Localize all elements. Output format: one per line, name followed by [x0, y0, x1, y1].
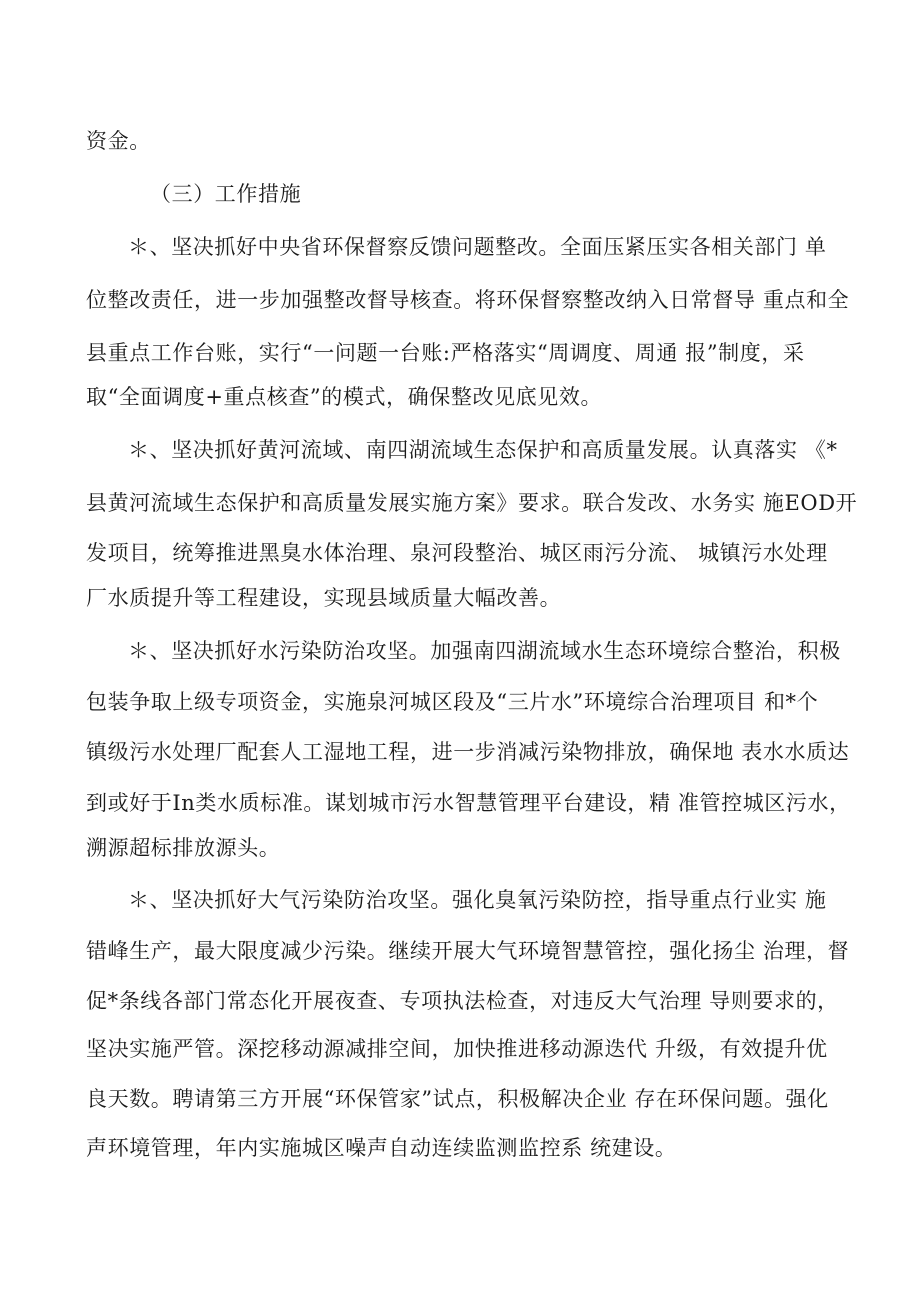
text-line-16: ＊、坚决抓好大气污染防治攻坚。强化臭氧污染防控，指导重点行业实 施 [128, 888, 827, 912]
text-line-10: 厂水质提升等工程建设，实现县域质量大幅改善。 [86, 586, 562, 610]
text-line-21: 声环境管理，年内实施城区噪声自动连续监测监控系 统建设。 [86, 1136, 677, 1160]
text-line-17: 错峰生产，最大限度减少污染。继续开展大气环境智慧管控，强化扬尘 治理，督 [86, 939, 850, 963]
text-line-5: 县重点工作台账，实行“一问题一台账:严格落实“周调度、周通 报”制度，采 [86, 341, 805, 365]
section-heading: （三）工作措施 [150, 182, 302, 206]
text-line-12: 包装争取上级专项资金，实施泉河城区段及“三片水”环境综合治理项目 和*个 [86, 690, 819, 714]
text-line-13: 镇级污水处理厂配套人工湿地工程，进一步消减污染物排放，确保地 表水水质达 [86, 740, 850, 764]
text-line-7: ＊、坚决抓好黄河流域、南四湖流域生态保护和高质量发展。认真落实 《* [128, 438, 838, 462]
text-line-18: 促*条线各部门常态化开展夜查、专项执法检查，对违反大气治理 导则要求的， [86, 989, 839, 1013]
text-line-9: 发项目，统筹推进黑臭水体治理、泉河段整治、城区雨污分流、 城镇污水处理 [86, 541, 828, 565]
text-line-4: 位整改责任，进一步加强整改督导核查。将环保督察整改纳入日常督导 重点和全 [86, 288, 850, 312]
text-line-6: 取“全面调度+重点核查”的模式，确保整改见底见效。 [86, 385, 603, 409]
text-line-8: 县黄河流域生态保护和高质量发展实施方案》要求。联合发改、水务实 施EOD开 [86, 491, 858, 515]
text-line-1: 资金。 [86, 129, 151, 153]
text-line-3: ＊、坚决抓好中央省环保督察反馈问题整改。全面压紧压实各相关部门 单 [128, 235, 827, 259]
text-line-14: 到或好于In类水质标准。谋划城市污水智慧管理平台建设，精 准管控城区污水， [86, 791, 851, 815]
text-line-20: 良天数。聘请第三方开展“环保管家”试点，积极解决企业 存在环保问题。强化 [86, 1087, 829, 1111]
text-line-11: ＊、坚决抓好水污染防治攻坚。加强南四湖流域水生态环境综合整治，积极 [128, 639, 841, 663]
text-line-15: 溯源超标排放源头。 [86, 836, 281, 860]
text-line-19: 坚决实施严管。深挖移动源减排空间，加快推进移动源迭代 升级，有效提升优 [86, 1037, 828, 1061]
